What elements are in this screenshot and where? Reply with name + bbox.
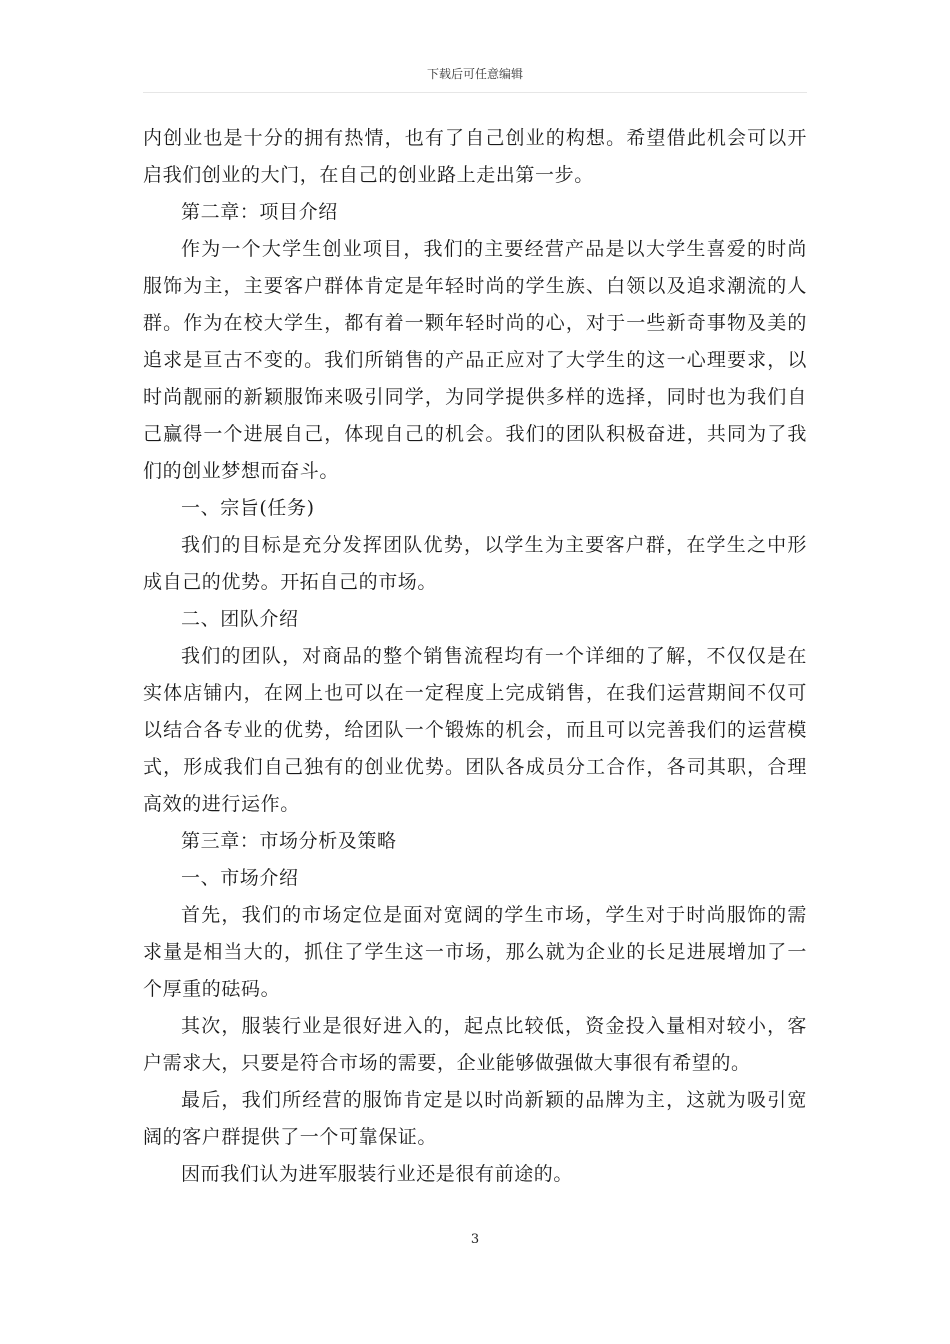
paragraph-project-intro: 作为一个大学生创业项目，我们的主要经营产品是以大学生喜爱的时尚服饰为主，主要客户群体肯定是年轻时尚的学生族、白领以及追求潮流的人群。作为在校大学生，都有着一颗年轻时尚的心，对于一些新奇事物及美的追求是亘古不变的。我们所销售的产品正应对了大学生的这一心理要求，以时尚靓丽的新颖服饰来吸引同学，为同学提供多样的选择，同时也为我们自己赢得一个进展自己，体现自己的机会。我们的团队积极奋进，共同为了我们的创业梦想而奋斗。 bbox=[143, 238, 807, 482]
paragraph-market-second: 其次，服装行业是很好进入的，起点比较低，资金投入量相对较小，客户需求大，只要是符合市场的需要，企业能够做强做大事很有希望的。 bbox=[143, 1015, 807, 1074]
paragraph-market-last: 最后，我们所经营的服饰肯定是以时尚新颖的品牌为主，这就为吸引宽阔的客户群提供了一个可靠保证。 bbox=[143, 1089, 807, 1148]
paragraph-purpose: 我们的目标是充分发挥团队优势，以学生为主要客户群，在学生之中形成自己的优势。开拓自己的市场。 bbox=[143, 534, 807, 593]
paragraph-team: 我们的团队，对商品的整个销售流程均有一个详细的了解，不仅仅是在实体店铺内，在网上也可以在一定程度上完成销售，在我们运营期间不仅可以结合各专业的优势，给团队一个锻炼的机会，而且可以完善我们的运营模式，形成我们自己独有的创业优势。团队各成员分工合作，各司其职，合理高效的进行运作。 bbox=[143, 645, 807, 815]
paragraph-continuation: 内创业也是十分的拥有热情，也有了自己创业的构想。希望借此机会可以开启我们创业的大门，在自己的创业路上走出第一步。 bbox=[143, 127, 807, 186]
section-heading-purpose: 一、宗旨(任务) bbox=[181, 497, 315, 519]
header-divider bbox=[143, 92, 807, 93]
section-heading-market: 一、市场介绍 bbox=[181, 867, 299, 889]
chapter-heading-3: 第三章：市场分析及策略 bbox=[181, 830, 397, 852]
section-heading-team: 二、团队介绍 bbox=[181, 608, 299, 630]
document-body bbox=[143, 120, 807, 1193]
paragraph-conclusion: 因而我们认为进军服装行业还是很有前途的。 bbox=[181, 1163, 574, 1185]
page-number: 3 bbox=[470, 1232, 480, 1247]
chapter-heading-2: 第二章：项目介绍 bbox=[181, 201, 338, 223]
paragraph-market-first: 首先，我们的市场定位是面对宽阔的学生市场，学生对于时尚服饰的需求量是相当大的，抓住了学生这一市场，那么就为企业的长足进展增加了一个厚重的砝码。 bbox=[143, 904, 807, 1000]
page-header: 下载后可任意编辑 bbox=[426, 67, 523, 81]
